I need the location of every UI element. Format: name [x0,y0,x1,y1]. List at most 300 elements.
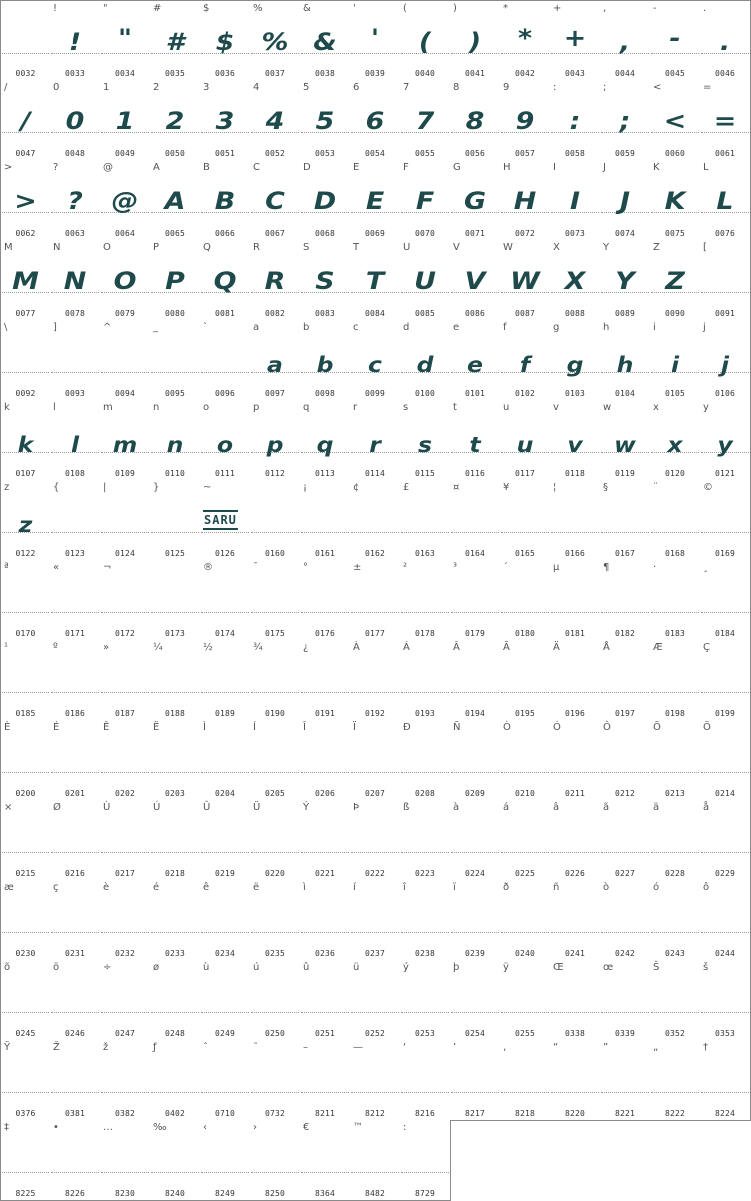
character-code: 0096 [214,389,236,398]
character-code: 0065 [164,229,186,238]
baseline-guide [451,692,499,693]
character-code: 0239 [464,949,486,958]
cell-character-label: é [153,882,160,893]
cell-character-label: Á [403,642,410,653]
baseline-guide [151,852,199,853]
character-code: 0077 [15,309,36,318]
cell-character-label: ë [253,882,260,893]
glyph-cell [650,480,701,561]
glyph-sample: ; [619,107,631,135]
glyph-cell [350,560,401,641]
glyph-sample: S [315,267,335,295]
glyph-cell [400,400,451,481]
baseline-guide [301,612,349,613]
glyph-cell [0,800,51,881]
glyph-cell [200,480,251,561]
glyph-cell [300,1040,351,1121]
baseline-guide [351,772,399,773]
glyph-cell [550,480,601,561]
baseline-guide [351,692,399,693]
glyph-sample: ? [67,187,83,215]
glyph-cell [300,240,351,321]
glyph-cell [450,480,501,561]
cell-character-label: ‹ [203,1122,207,1133]
baseline-guide [51,692,99,693]
glyph-sample: O [113,267,137,295]
glyph-cell [100,640,151,721]
baseline-guide [401,852,449,853]
character-code: 0223 [414,869,436,878]
glyph-sample: * [517,24,533,52]
glyph-sample: i [670,353,680,377]
glyph-cell [500,640,551,721]
glyph-sample: K [664,187,686,215]
glyph-cell [650,0,701,81]
glyph-cell [400,480,451,561]
glyph-cell [600,80,651,161]
cell-character-label: ¦ [553,482,557,493]
character-code: 0050 [164,149,186,158]
cell-character-label: ^ [103,322,112,333]
character-code: 0068 [314,229,336,238]
glyph-cell [350,960,401,1041]
cell-character-label: å [703,802,710,813]
baseline-guide [501,532,549,533]
glyph-cell [450,960,501,1041]
character-code: 0222 [364,869,386,878]
baseline-guide [301,532,349,533]
cell-character-label: ÿ [503,962,509,973]
glyph-sample: 1 [115,107,135,135]
baseline-guide [251,1092,299,1093]
cell-character-label: j [703,322,706,333]
glyph-sample: = [713,107,737,135]
character-code: 0114 [364,469,386,478]
baseline-guide [501,1012,549,1013]
character-code: 0112 [264,469,286,478]
character-code: 0216 [64,869,86,878]
baseline-guide [201,1012,249,1013]
baseline-guide [651,932,699,933]
glyph-cell [450,560,501,641]
glyph-sample: P [165,267,185,295]
glyph-cell [650,960,701,1041]
cell-character-label: „ [653,1042,659,1053]
glyph-cell [350,720,401,801]
character-code: 0352 [664,1029,686,1038]
glyph-sample: r [369,433,381,457]
glyph-cell [50,720,101,801]
cell-character-label: K [653,162,660,173]
glyph-cell [600,1040,651,1121]
glyph-cell [300,400,351,481]
cell-character-label: ø [153,962,160,973]
cell-character-label: ? [53,162,59,173]
baseline-guide [201,772,249,773]
character-code: 0226 [564,869,586,878]
character-code: 0107 [15,469,36,478]
baseline-guide [2,932,49,933]
character-code: 0033 [64,69,86,78]
character-code: 0055 [414,149,436,158]
cell-character-label: ‰ [153,1122,167,1133]
baseline-guide [51,1172,99,1173]
glyph-cell [200,160,251,241]
character-code: 8220 [564,1109,586,1118]
baseline-guide [551,532,599,533]
cell-character-label: Æ [653,642,663,653]
baseline-guide [201,1092,249,1093]
glyph-cell [650,720,701,801]
cell-character-label: º [53,642,58,653]
glyph-cell [200,1120,251,1201]
character-code: 0045 [664,69,686,78]
glyph-cell [150,240,201,321]
glyph-cell [450,1040,501,1121]
glyph-cell [0,480,51,561]
glyph-cell [250,80,301,161]
glyph-cell [500,320,551,401]
glyph-cell [150,0,201,81]
character-code: 0174 [214,629,236,638]
cell-character-label: # [153,3,162,14]
cell-character-label: » [103,642,110,653]
cell-character-label: , [603,3,607,14]
character-code: 0180 [514,629,536,638]
glyph-sample: < [663,107,687,135]
baseline-guide [351,1012,399,1013]
glyph-cell [100,400,151,481]
baseline-guide [651,532,699,533]
character-code: 0160 [264,549,286,558]
glyph-sample: 5 [315,107,335,135]
character-code: 8226 [64,1189,86,1198]
character-code: 0034 [114,69,136,78]
baseline-guide [2,1012,49,1013]
glyph-cell [300,720,351,801]
character-code: 0162 [364,549,386,558]
cell-character-label: q [303,402,310,413]
cell-character-label: ì [303,882,306,893]
character-code: 8364 [314,1189,336,1198]
baseline-guide [51,1092,99,1093]
glyph-cell [150,320,201,401]
character-code: 0099 [364,389,386,398]
cell-character-label: § [603,482,608,493]
glyph-cell [650,640,701,721]
character-code: 0240 [514,949,536,958]
baseline-guide [151,372,199,373]
glyph-cell [250,1040,301,1121]
glyph-sample: ) [468,28,482,56]
glyph-cell [300,800,351,881]
baseline-guide [651,1092,699,1093]
cell-character-label: > [4,162,13,173]
baseline-guide [301,692,349,693]
baseline-guide [51,372,99,373]
glyph-cell [150,1120,201,1201]
cell-character-label: ¼ [153,642,163,653]
cell-character-label: £ [403,482,410,493]
glyph-cell [450,320,501,401]
baseline-guide [651,1012,699,1013]
cell-character-label: e [453,322,460,333]
glyph-cell [100,800,151,881]
baseline-guide [201,532,249,533]
character-code: 0182 [614,629,636,638]
baseline-guide [251,532,299,533]
character-code: 0098 [314,389,336,398]
cell-character-label: l [53,402,56,413]
glyph-cell [200,400,251,481]
baseline-guide [301,772,349,773]
character-code: 8218 [514,1109,536,1118]
baseline-guide [601,692,649,693]
character-code: 0104 [614,389,636,398]
glyph-sample: t [469,433,481,457]
character-code: 0109 [114,469,136,478]
character-code: 0376 [15,1109,36,1118]
character-code: 0207 [364,789,386,798]
baseline-guide [101,692,149,693]
glyph-cell [500,400,551,481]
character-code: 0125 [164,549,186,558]
glyph-sample: 7 [415,107,435,135]
baseline-guide [201,852,249,853]
baseline-guide [201,1172,249,1173]
cell-character-label: Ë [153,722,160,733]
character-code: 0178 [414,629,436,638]
glyph-cell [150,480,201,561]
cell-character-label: ¹ [4,642,9,653]
baseline-guide [501,692,549,693]
cell-character-label: õ [4,962,11,973]
glyph-cell [550,1040,601,1121]
baseline-guide [401,532,449,533]
baseline-guide [651,692,699,693]
baseline-guide [551,692,599,693]
glyph-cell [200,560,251,641]
glyph-cell [50,0,101,81]
cell-character-label: ó [653,882,660,893]
glyph-cell [500,960,551,1041]
character-code: 0060 [664,149,686,158]
glyph-cell [100,0,151,81]
glyph-cell [450,720,501,801]
glyph-cell [350,1120,401,1201]
glyph-cell [550,800,601,881]
baseline-guide [2,692,49,693]
glyph-cell [700,160,751,241]
cell-character-label: Þ [353,802,360,813]
character-code: 0204 [214,789,236,798]
character-code: 0196 [564,709,586,718]
cell-character-label: c [353,322,359,333]
character-code: 0237 [364,949,386,958]
cell-character-label: É [53,722,60,733]
baseline-guide [651,772,699,773]
glyph-sample: X [564,267,586,295]
cell-character-label: Ž [53,1042,60,1053]
baseline-guide [351,1172,399,1173]
cell-character-label: Ò [503,722,511,733]
glyph-cell [500,560,551,641]
cell-character-label: H [503,162,511,173]
glyph-cell [50,240,101,321]
glyph-cell [450,800,501,881]
baseline-guide [2,612,49,613]
character-code: 0173 [164,629,186,638]
character-code: 0224 [464,869,486,878]
glyph-cell [600,800,651,881]
glyph-sample: F [415,187,435,215]
character-code: 0208 [414,789,436,798]
glyph-sample: I [569,187,581,215]
baseline-guide [401,692,449,693]
glyph-cell [400,720,451,801]
glyph-sample: C [265,187,285,215]
cell-character-label: { [53,482,60,493]
glyph-cell [100,320,151,401]
glyph-cell [150,560,201,641]
cell-character-label: Œ [553,962,564,973]
glyph-cell [100,880,151,961]
cell-character-label: o [203,402,210,413]
cell-character-label: y [703,402,709,413]
character-code: 0087 [514,309,536,318]
character-code: 0040 [414,69,436,78]
glyph-cell [600,640,651,721]
character-code: 0197 [614,709,636,718]
glyph-cell [300,320,351,401]
cell-character-label: t [453,402,457,413]
character-code: 0069 [364,229,386,238]
baseline-guide [101,772,149,773]
cell-character-label: Å [603,642,610,653]
character-code: 0043 [564,69,586,78]
cell-character-label: Í [253,722,256,733]
character-code: 0710 [214,1109,236,1118]
cell-character-label: • [53,1122,59,1133]
cell-character-label: Ç [703,642,710,653]
character-code: 0191 [314,709,336,718]
cell-character-label: = [703,82,712,93]
cell-character-label: B [203,162,210,173]
cell-character-label: P [153,242,160,253]
character-code: 8222 [664,1109,686,1118]
character-code: 0080 [164,309,186,318]
character-code: 0402 [164,1109,186,1118]
glyph-sample: M [12,267,39,295]
glyph-sample: D [313,187,337,215]
character-code: 0230 [15,949,36,958]
baseline-guide [401,772,449,773]
character-code: 0108 [64,469,86,478]
character-code: 0093 [64,389,86,398]
baseline-guide [451,532,499,533]
glyph-cell [150,1040,201,1121]
character-code: 8221 [614,1109,636,1118]
glyph-sample: g [566,353,584,377]
character-code: 0073 [564,229,586,238]
baseline-guide [701,1092,749,1093]
character-code: 8216 [414,1109,436,1118]
cell-character-label: G [453,162,461,173]
character-code: 8240 [164,1189,186,1198]
character-code: 0246 [64,1029,86,1038]
glyph-cell [250,0,301,81]
cell-character-label: ] [53,322,57,333]
glyph-cell [700,1040,751,1121]
character-code: 0118 [564,469,586,478]
cell-character-label: J [603,162,606,173]
glyph-sample: A [164,187,186,215]
glyph-cell [300,1120,351,1201]
glyph-cell [450,400,501,481]
cell-character-label: z [4,482,10,493]
baseline-guide [251,612,299,613]
character-code: 0095 [164,389,186,398]
character-code: 0054 [364,149,386,158]
character-code: 0049 [114,149,136,158]
cell-character-label: ® [203,562,213,573]
cell-character-label: ) [453,3,457,14]
baseline-guide [151,692,199,693]
cell-character-label: · [653,562,657,573]
baseline-guide [601,532,649,533]
glyph-cell [200,720,251,801]
glyph-cell [350,160,401,241]
glyph-sample: : [569,107,581,135]
character-code: 0074 [614,229,636,238]
baseline-guide [51,1012,99,1013]
glyph-cell [600,0,651,81]
glyph-sample: a [267,353,283,377]
glyph-sample: , [619,28,631,56]
glyph-cell [300,160,351,241]
baseline-guide [501,612,549,613]
baseline-guide [451,612,499,613]
cell-character-label: | [103,482,107,493]
cell-character-label: À [353,642,360,653]
cell-character-label: ˆ [203,1042,208,1053]
character-code: 0066 [214,229,236,238]
character-code: 0047 [15,149,36,158]
character-code: 0200 [15,789,36,798]
cell-character-label: N [53,242,61,253]
cell-character-label: ÷ [103,962,112,973]
baseline-guide [601,852,649,853]
baseline-guide [601,1092,649,1093]
character-code: 0164 [464,549,486,558]
cell-character-label: A [153,162,160,173]
character-code: 0086 [464,309,486,318]
cell-character-label: 3 [203,82,210,93]
character-code: 0046 [714,69,736,78]
cell-character-label: 4 [253,82,260,93]
character-code: 0238 [414,949,436,958]
cell-character-label: Ù [103,802,111,813]
glyph-cell [350,1040,401,1121]
character-code: 0250 [264,1029,286,1038]
baseline-guide [101,532,149,533]
cell-character-label: ² [403,562,408,573]
glyph-sample: s [418,433,432,457]
glyph-cell [300,560,351,641]
baseline-guide [2,372,49,373]
character-code: 0732 [264,1109,286,1118]
glyph-sample: 9 [515,107,535,135]
